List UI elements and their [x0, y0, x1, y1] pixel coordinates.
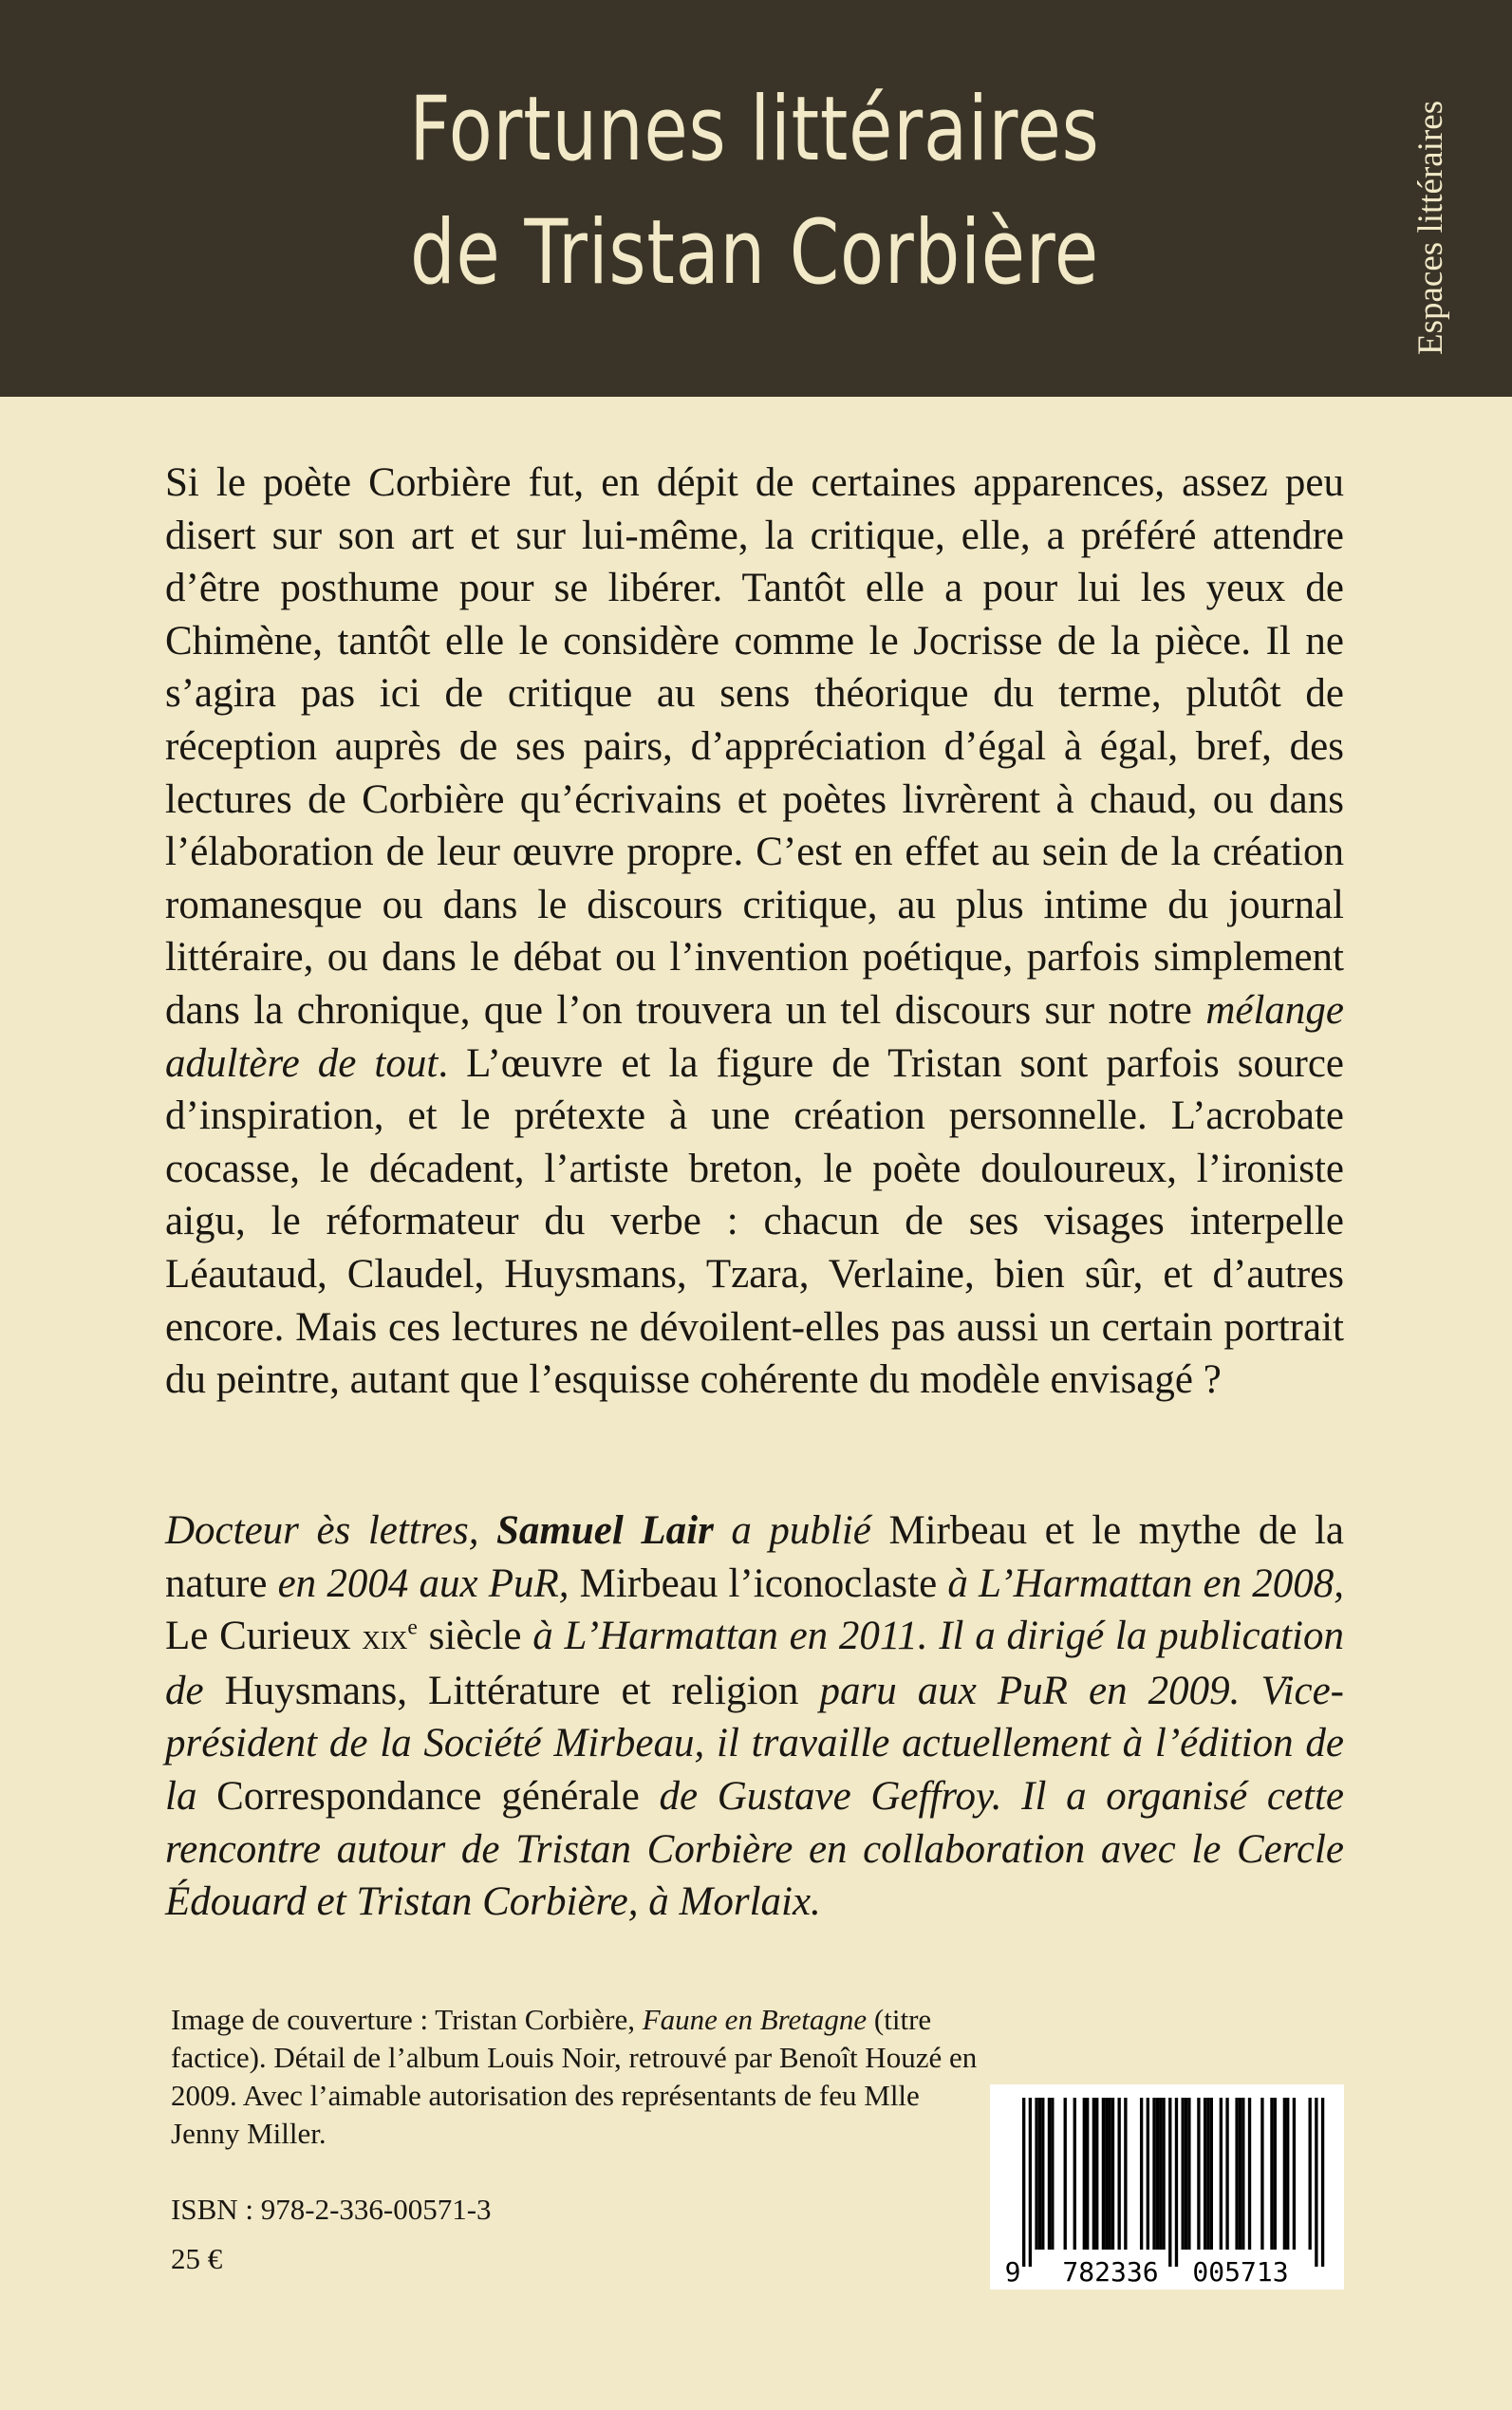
barcode-bar — [1185, 2098, 1187, 2250]
header-band — [0, 0, 1512, 397]
bio-book-2: Mirbeau l’iconoclaste — [579, 1560, 938, 1606]
barcode-bar — [1038, 2098, 1041, 2250]
bio-book-5: Correspondance générale — [216, 1773, 640, 1819]
bio-book-3a: Le Curieux — [165, 1614, 363, 1659]
barcode — [990, 2084, 1344, 2289]
barcode-bar — [1022, 2098, 1025, 2267]
barcode-bar — [1152, 2098, 1155, 2250]
barcode-bar — [1315, 2098, 1317, 2267]
bio-century: xix — [362, 1617, 408, 1658]
barcode-bar — [1051, 2098, 1054, 2250]
barcode-bar — [1105, 2098, 1108, 2250]
barcode-bar — [1159, 2098, 1162, 2250]
bio-text-7: de Gustave Geffroy. Il a organisé cette rencontre autour de Tristan Corbière en collaboration avec le Cercle Édouard et Tristan Corbière, à Morlaix. — [165, 1773, 1344, 1925]
barcode-bar — [1156, 2098, 1159, 2250]
barcode-bar — [1225, 2098, 1228, 2250]
blurb-quote: mélange adultère de tout — [165, 987, 1344, 1086]
credit-prefix: Image de couverture : Tristan Corbière, — [171, 2003, 643, 2036]
book-title — [265, 68, 1244, 315]
barcode-bar — [1102, 2098, 1105, 2250]
barcode-bar — [1220, 2098, 1223, 2250]
barcode-left-digits: 782336 — [1062, 2256, 1159, 2288]
barcode-bar — [1048, 2098, 1051, 2250]
bio-text-2: a publié — [713, 1508, 889, 1553]
bio-century-sup: e — [407, 1615, 418, 1640]
barcode-bar — [1309, 2098, 1312, 2250]
barcode-bar — [1168, 2098, 1171, 2267]
bio-book-1: Mirbeau et le mythe de la nature — [165, 1508, 1344, 1606]
barcode-bar — [1086, 2098, 1089, 2250]
bio-book-4: Huysmans, Littérature et religion — [224, 1668, 799, 1713]
barcode-bar — [1029, 2098, 1032, 2267]
barcode-bars — [1022, 2098, 1324, 2267]
credit-rest: (titre factice). Détail de l’album Louis Noir, retrouvé par Benoît Houzé en 2009. Avec l’aimable autorisation des représentants de feu Mlle Jenny Miller. — [171, 2003, 978, 2150]
barcode-bar — [1083, 2098, 1086, 2250]
barcode-bar — [1293, 2098, 1296, 2250]
barcode-bar — [1095, 2098, 1098, 2250]
barcode-bar — [1108, 2098, 1111, 2250]
barcode-bar — [1064, 2098, 1067, 2250]
author-name: Samuel Lair — [496, 1508, 714, 1553]
barcode-bar — [1147, 2098, 1149, 2250]
blurb-text-2: . L’œuvre et la figure de Tristan sont parfois source d’inspiration, et le prétexte à une création personnelle. L’acrobate cocasse, le décadent, l’artiste breton, le poète douloureux, l’ironiste aigu, le réformateur du verbe : chacun de ses visages interpelle Léautaud, Claudel, Huysmans, Tzara, Verlaine, bien sûr, et d’autres encore. Mais ces lectures ne dévoilent-elles pas aussi un certain portrait du peintre, autant que l’esquisse cohérente du modèle envisagé ? — [165, 1040, 1344, 1403]
barcode-bar — [1111, 2098, 1114, 2250]
bio-text-3: en 2004 aux PuR, — [267, 1560, 580, 1606]
barcode-bar — [1162, 2098, 1165, 2250]
bio-book-3b: siècle — [417, 1614, 522, 1659]
barcode-bar — [1274, 2098, 1277, 2250]
barcode-bar — [1321, 2098, 1324, 2267]
credit-paragraph — [171, 2001, 987, 2153]
barcode-bar — [1286, 2098, 1289, 2250]
barcode-bar — [1210, 2098, 1213, 2250]
barcode-bar — [1041, 2098, 1044, 2250]
bio-text-5: à L’Harmattan en 2011. Il a dirigé la publication de — [165, 1614, 1344, 1713]
author-bio — [165, 1504, 1344, 1929]
title-line-1: Fortunes littéraires — [409, 78, 1100, 181]
barcode-bar — [1092, 2098, 1095, 2250]
isbn: ISBN : 978-2-336-00571-3 — [171, 2193, 492, 2226]
barcode-bar — [1118, 2098, 1121, 2250]
barcode-graphic — [990, 2084, 1344, 2289]
series-name: Espaces littéraires — [1411, 100, 1450, 356]
barcode-bar — [1140, 2098, 1143, 2250]
barcode-bar — [1260, 2098, 1263, 2250]
barcode-bar — [1235, 2098, 1238, 2250]
barcode-bar — [1241, 2098, 1244, 2250]
barcode-bar — [1283, 2098, 1286, 2250]
barcode-bar — [1073, 2098, 1076, 2250]
barcode-right-digits: 005713 — [1192, 2256, 1289, 2288]
blurb-paragraph — [165, 457, 1344, 1407]
barcode-bar — [1248, 2098, 1251, 2250]
price: 25 € — [171, 2242, 223, 2275]
barcode-bar — [1035, 2098, 1037, 2250]
barcode-bar — [1197, 2098, 1200, 2250]
barcode-bar — [1204, 2098, 1206, 2250]
barcode-bar — [1124, 2098, 1127, 2250]
cover-credit — [171, 2001, 987, 2153]
title-line-2: de Tristan Corbière — [410, 201, 1099, 305]
barcode-bar — [1175, 2098, 1178, 2267]
barcode-first-digit: 9 — [1004, 2256, 1021, 2288]
author-bio-paragraph — [165, 1504, 1344, 1929]
blurb-text-1: Si le poète Corbière fut, en dépit de certaines apparences, assez peu disert sur son art et sur lui-même, la critique, elle, a préféré attendre d’être posthume pour se libérer. Tantôt elle a pour lui les yeux de Chimène, tantôt elle le considère comme le Jocrisse de la pièce. Il ne s’agira pas ici de critique au sens théorique du terme, plutôt de réception auprès de ses pairs, d’appréciation d’égal à égal, bref, des lectures de Corbière qu’écrivains et poètes livrèrent à chaud, ou dans l’élaboration de leur œuvre propre. C’est en effet au sein de la création romanesque ou dans le discours critique, au plus intime du journal littéraire, ou dans le débat ou l’invention poétique, parfois simplement dans la chronique, que l’on trouvera un tel discours sur notre — [165, 460, 1344, 1033]
credit-artwork: Faune en Bretagne — [642, 2003, 868, 2036]
barcode-bar — [1206, 2098, 1209, 2250]
bio-text-4: à L’Harmattan en 2008, — [937, 1560, 1344, 1606]
barcode-bar — [1182, 2098, 1185, 2250]
barcode-bar — [1187, 2098, 1190, 2250]
barcode-bar — [1239, 2098, 1241, 2250]
bio-text-6: paru aux PuR en 2009. Vice-président de la Société Mirbeau, il travaille actuellement à l’édition de la — [165, 1668, 1344, 1819]
bio-text-1: Docteur ès lettres, — [165, 1508, 496, 1553]
book-blurb — [165, 457, 1344, 1407]
barcode-bar — [1270, 2098, 1273, 2250]
